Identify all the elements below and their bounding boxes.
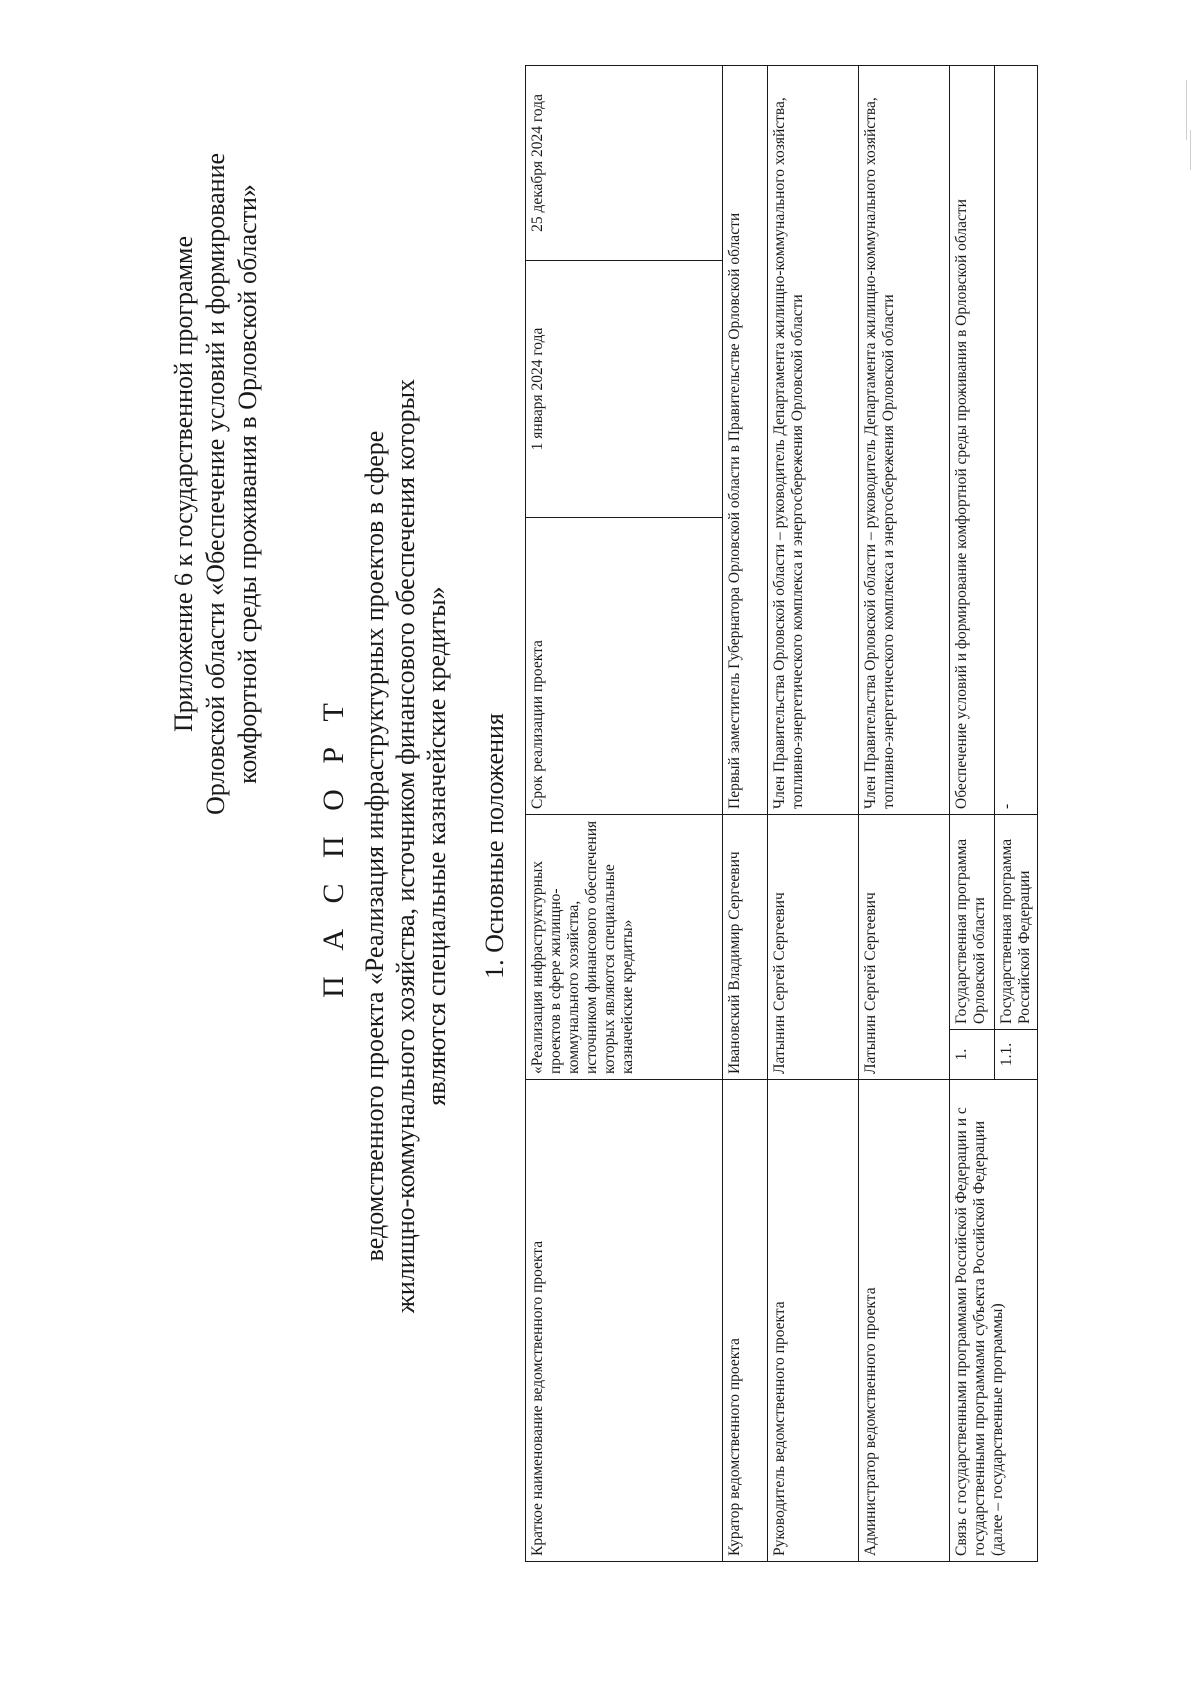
title-line-1: ведомственного проекта «Реализация инфраструктурных проектов в сфере: [360, 430, 389, 1262]
section-title: 1. Основные положения: [480, 713, 509, 979]
scan-artifact: [1186, 80, 1187, 140]
table-row: [526, 65, 723, 1561]
scan-artifact: [1190, 130, 1191, 170]
appendix-line-3: комфортной среды проживания в Орловской области»: [233, 184, 262, 784]
program-value: -: [995, 65, 1038, 814]
curator-label: Куратор ведомственного проекта: [723, 1080, 768, 1562]
short-name-label: Краткое наименование ведомственного проекта: [526, 1080, 723, 1562]
head-name: Латынин Сергей Сергеевич: [768, 814, 859, 1079]
period-label: Срок реализации проекта: [526, 517, 723, 814]
administrator-label: Администратор ведомственного проекта: [859, 1080, 950, 1562]
administrator-position: Член Правительства Орловской области – руководитель Департамента жилищно-коммунального хозяйства, топливно-энергетического комплекса и энергосбережения Орловской области: [859, 65, 950, 814]
table-row: [723, 65, 768, 1561]
program-value: Обеспечение условий и формирование комфортной среды проживания в Орловской области: [950, 65, 995, 814]
table-row: [859, 65, 950, 1561]
administrator-name: Латынин Сергей Сергеевич: [859, 814, 950, 1079]
table-row: [768, 65, 859, 1561]
title-line-3: являются специальные казначейские кредиты»: [422, 586, 451, 1106]
period-end: 25 декабря 2024 года: [526, 65, 723, 260]
appendix-line-1: Приложение 6 к государственной программе: [169, 235, 198, 733]
basic-provisions-table: [525, 65, 1038, 1562]
program-name: Государственная программа Орловской области: [950, 814, 995, 1029]
passport-heading: П А С П О Р Т: [317, 694, 350, 998]
program-name: Государственная программа Российской Федерации: [995, 814, 1038, 1029]
program-number: 1.1.: [995, 1030, 1038, 1080]
head-position: Член Правительства Орловской области – руководитель Департамента жилищно-коммунального хозяйства, топливно-энергетического комплекса и энергосбережения Орловской области: [768, 65, 859, 814]
short-name-value: «Реализация инфраструктурных проектов в сфере жилищно-коммунального хозяйства, источником финансового обеспечения которых являются специальные казначейские кредиты»: [526, 814, 723, 1079]
period-start: 1 января 2024 года: [526, 260, 723, 517]
programs-label: Связь с государственными программами Российской Федерации и с государственными программами субъекта Российской Федерации (далее – государственные программы): [950, 1080, 1038, 1562]
program-number: 1.: [950, 1030, 995, 1080]
title-line-2: жилищно-коммунального хозяйства, источником финансового обеспечения которых: [391, 378, 420, 1314]
appendix-header: [168, 104, 264, 864]
head-label: Руководитель ведомственного проекта: [768, 1080, 859, 1562]
appendix-line-2: Орловской области «Обеспечение условий и формирование: [201, 152, 230, 816]
table-row: [950, 65, 995, 1561]
curator-name: Ивановский Владимир Сергеевич: [723, 814, 768, 1079]
passport-title: [318, 206, 452, 1486]
curator-position: Первый заместитель Губернатора Орловской области в Правительстве Орловской области: [723, 65, 768, 814]
